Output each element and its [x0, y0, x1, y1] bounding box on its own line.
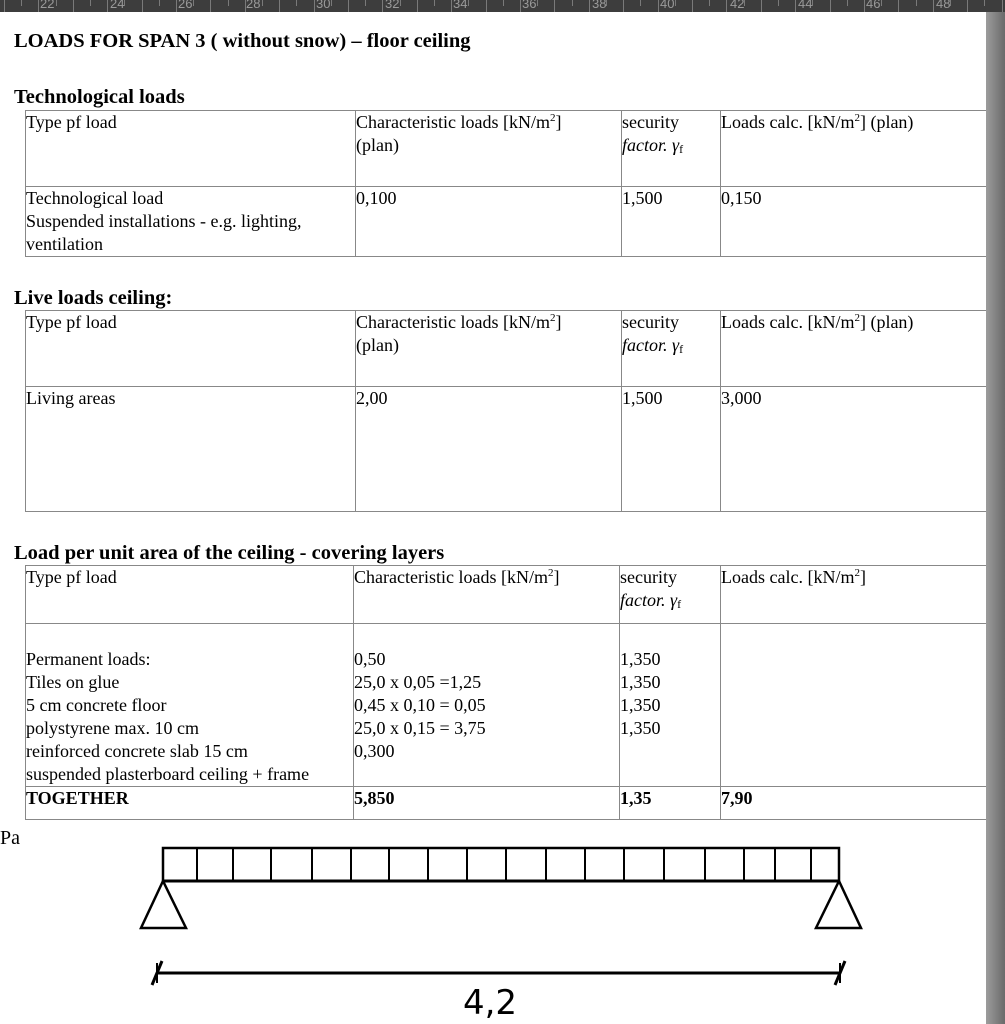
ruler-tick	[348, 0, 349, 12]
ruler-tick	[933, 0, 934, 12]
ruler-tick	[984, 0, 985, 6]
col-calc-header: Loads calc. $[kN/m^2]$	[721, 567, 866, 587]
total-label: TOGETHER	[26, 788, 129, 808]
ruler-tick	[400, 0, 401, 6]
ruler-tick	[761, 0, 762, 12]
ruler-tick	[296, 0, 297, 6]
col-plan-label: (plan)	[356, 135, 399, 155]
col-security-header: security	[622, 112, 679, 132]
ruler-tick	[176, 0, 177, 12]
page-edge-shadow	[986, 12, 1005, 1024]
ruler-tick	[365, 0, 366, 6]
ruler-tick	[417, 0, 418, 12]
ruler-label: 46	[866, 0, 881, 11]
ruler-label: 48	[936, 0, 951, 11]
ruler-tick	[262, 0, 263, 6]
top-ruler	[0, 0, 1005, 12]
ruler-tick	[709, 0, 710, 6]
ruler-label: 22	[40, 0, 55, 11]
row-char-value: 0,100	[356, 188, 397, 208]
gamma-f-label: factor. $\gamma_f$	[622, 335, 684, 356]
ruler-tick	[847, 0, 848, 6]
layer-char-value: 0,45 x 0,10 = 0,05	[354, 695, 486, 715]
col-calc-header: Loads calc. $[kN/m^2]$ (plan)	[721, 312, 914, 332]
row-type-detail: Suspended installations - e.g. lighting,	[26, 211, 302, 231]
ruler-tick	[572, 0, 573, 6]
ruler-tick	[21, 0, 22, 6]
ruler-tick	[692, 0, 693, 12]
ruler-tick	[245, 0, 246, 12]
distributed-load-block	[163, 848, 839, 881]
left-support-icon	[141, 881, 186, 928]
ruler-tick	[331, 0, 332, 6]
ruler-label: 30	[316, 0, 331, 11]
ruler-tick	[950, 0, 951, 6]
layer-security-value: 1,350	[620, 718, 661, 738]
ruler-tick	[675, 0, 676, 6]
layer-name: polystyrene max. 10 cm	[26, 718, 199, 738]
ruler-tick	[210, 0, 211, 12]
ruler-tick	[124, 0, 125, 6]
ruler-label: 36	[522, 0, 537, 11]
layer-char-value: 0,300	[354, 741, 395, 761]
ruler-label: 26	[178, 0, 193, 11]
layer-char-value: 25,0 x 0,15 = 3,75	[354, 718, 486, 738]
col-calc-header: Loads calc. $[kN/m^2]$ (plan)	[721, 112, 914, 132]
document-page	[0, 12, 986, 1024]
technological-heading: Technological loads	[14, 86, 185, 108]
ruler-tick	[228, 0, 229, 6]
ruler-tick	[726, 0, 727, 12]
ruler-tick	[486, 0, 487, 12]
covering-heading: Load per unit area of the ceiling - covering layers	[14, 542, 445, 564]
ruler-tick	[107, 0, 108, 12]
ruler-tick	[830, 0, 831, 12]
ruler-tick	[468, 0, 469, 6]
layer-name: reinforced concrete slab 15 cm	[26, 741, 248, 761]
ruler-tick	[812, 0, 813, 6]
ruler-tick	[623, 0, 624, 12]
ruler-tick	[916, 0, 917, 6]
total-security-value: 1,35	[620, 788, 652, 808]
layer-security-value: 1,350	[620, 672, 661, 692]
ruler-tick	[56, 0, 57, 6]
row-type-detail: ventilation	[26, 234, 103, 254]
ruler-label: 24	[110, 0, 125, 11]
col-char-header: Characteristic loads $[kN/m^2]$	[356, 112, 562, 132]
page-title: LOADS FOR SPAN 3 ( without snow) – floor ceiling	[14, 30, 471, 52]
gamma-f-label: factor. $\gamma_f$	[620, 590, 682, 611]
layer-name: Tiles on glue	[26, 672, 120, 692]
ruler-label: 28	[246, 0, 261, 11]
ruler-tick	[193, 0, 194, 6]
beam-diagram	[0, 12, 986, 1024]
ruler-label: 44	[798, 0, 813, 11]
ruler-tick	[658, 0, 659, 12]
col-security-header: security	[620, 567, 677, 587]
ruler-tick	[434, 0, 435, 6]
pa-fragment: Pa	[0, 827, 20, 849]
ruler-tick	[744, 0, 745, 6]
ruler-tick	[778, 0, 779, 6]
ruler-label: 40	[660, 0, 675, 11]
ruler-tick	[314, 0, 315, 12]
total-calc-value: 7,90	[721, 788, 753, 808]
layer-char-value: 0,50	[354, 649, 386, 669]
ruler-tick	[795, 0, 796, 12]
row-type: Living areas	[26, 388, 116, 408]
gamma-f-label: factor. $\gamma_f$	[622, 135, 684, 156]
col-char-header: Characteristic loads $[kN/m^2]$	[354, 567, 560, 587]
row-calc-value: 3,000	[721, 388, 762, 408]
ruler-label: 42	[730, 0, 745, 11]
ruler-tick	[382, 0, 383, 12]
ruler-tick	[520, 0, 521, 12]
ruler-tick	[967, 0, 968, 12]
layer-security-value: 1,350	[620, 695, 661, 715]
ruler-label: 34	[453, 0, 468, 11]
ruler-tick	[503, 0, 504, 6]
ruler-tick	[451, 0, 452, 12]
ruler-tick	[279, 0, 280, 12]
ruler-tick	[881, 0, 882, 6]
ruler-tick	[537, 0, 538, 6]
ruler-tick	[898, 0, 899, 12]
ruler-tick	[4, 0, 5, 12]
layer-name: 5 cm concrete floor	[26, 695, 167, 715]
row-char-value: 2,00	[356, 388, 388, 408]
ruler-tick	[1002, 0, 1003, 12]
ruler-tick	[159, 0, 160, 6]
ruler-label: 32	[385, 0, 400, 11]
live-loads-heading: Live loads ceiling:	[14, 287, 173, 309]
ruler-tick	[606, 0, 607, 6]
load-tick-marks	[197, 848, 811, 881]
col-type-header: Type pf load	[26, 312, 117, 332]
layer-char-value: 25,0 x 0,05 =1,25	[354, 672, 482, 692]
span-label: 4,2	[462, 983, 518, 1023]
row-type: Technological load	[26, 188, 164, 208]
col-plan-label: (plan)	[356, 335, 399, 355]
ruler-label: 38	[592, 0, 607, 11]
ruler-tick	[864, 0, 865, 12]
layer-name: Permanent loads:	[26, 649, 151, 669]
right-support-icon	[816, 881, 861, 928]
layer-name: suspended plasterboard ceiling + frame	[26, 764, 310, 784]
ruler-tick	[90, 0, 91, 6]
ruler-tick	[38, 0, 39, 12]
ruler-tick	[640, 0, 641, 6]
total-char-value: 5,850	[354, 788, 395, 808]
row-security-value: 1,500	[622, 188, 663, 208]
col-security-header: security	[622, 312, 679, 332]
ruler-tick	[73, 0, 74, 12]
row-security-value: 1,500	[622, 388, 663, 408]
ruler-tick	[554, 0, 555, 12]
ruler-tick	[142, 0, 143, 12]
layer-security-value: 1,350	[620, 649, 661, 669]
row-calc-value: 0,150	[721, 188, 762, 208]
col-char-header: Characteristic loads $[kN/m^2]$	[356, 312, 562, 332]
col-type-header: Type pf load	[26, 567, 117, 587]
col-type-header: Type pf load	[26, 112, 117, 132]
ruler-tick	[589, 0, 590, 12]
